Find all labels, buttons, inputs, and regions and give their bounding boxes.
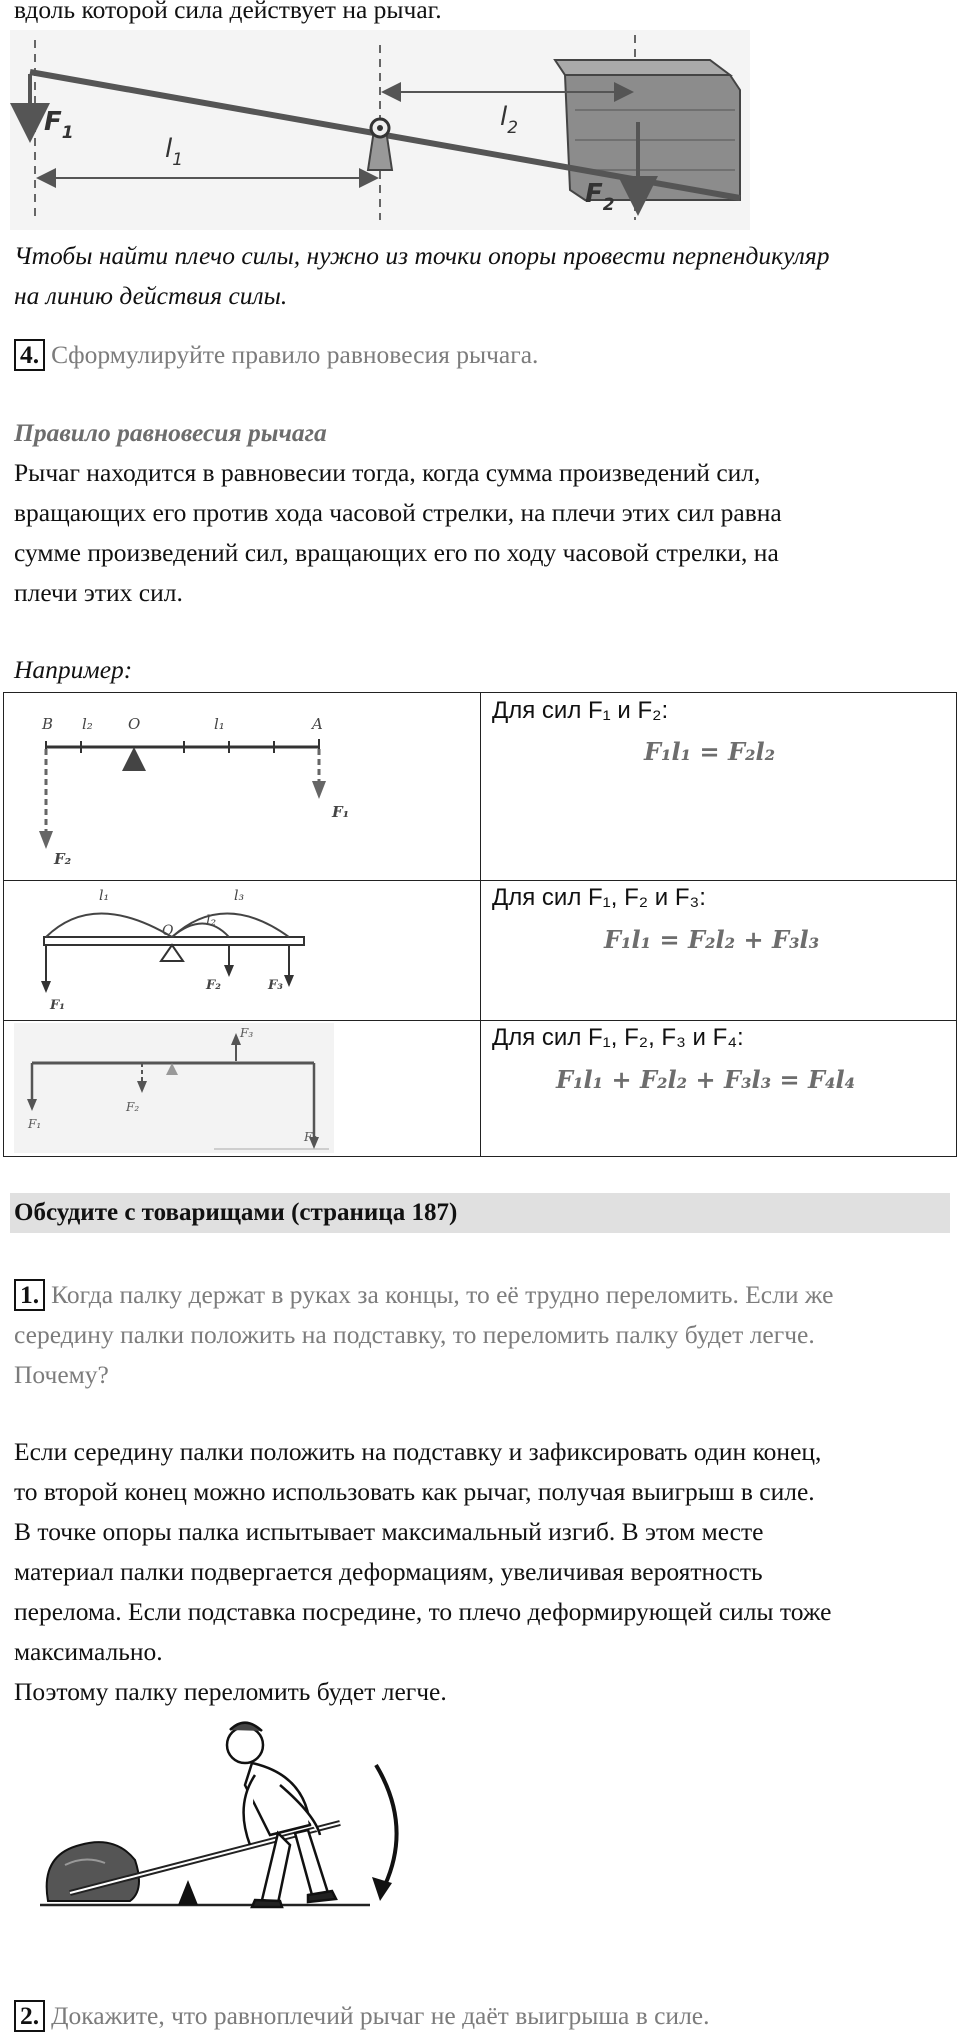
man-lever-illustration [40, 1705, 420, 1915]
row1-title: Для сил F₁ и F₂: [492, 697, 669, 724]
answer-line-3: В точке опоры палка испытывает максимальный изгиб. В этом месте [14, 1517, 764, 1546]
svg-text:F₁: F₁ [50, 998, 65, 1013]
answer-line-6: максимально. [14, 1637, 163, 1666]
question-2 [14, 1996, 710, 2036]
pivot-triangle-icon [161, 945, 183, 961]
svg-text:l₂: l₂ [206, 913, 217, 929]
svg-text:O: O [162, 923, 174, 939]
row1-diagram [24, 699, 374, 874]
question-number: 1. [14, 1279, 45, 1311]
row3-title: Для сил F₁, F₂, F₃ и F₄: [492, 1024, 744, 1051]
answer-line-2: то второй конец можно использовать как рычаг, получая выигрыш в силе. [14, 1477, 815, 1506]
question-text: Когда палку держат в руках за концы, то её трудно переломить. Если же [51, 1280, 834, 1309]
question-1 [14, 1275, 833, 1315]
f1-label: $F_1$ [44, 107, 74, 143]
answer-line-5: перелома. Если подставка посредине, то плечо деформирующей силы тоже [14, 1597, 832, 1626]
man-icon [227, 1723, 336, 1907]
answer-line-4: материал палки подвергается деформациям, увеличивая вероятность [14, 1557, 763, 1586]
f2-label: $F_2$ [585, 179, 615, 215]
row3-formula: F₁l₁ + F₂l₂ + F₃l₃ = F₄l₄ [556, 1065, 856, 1094]
svg-text:B: B [42, 715, 54, 733]
question-number: 4. [14, 339, 45, 371]
pivot-icon [368, 119, 392, 170]
svg-text:F₂: F₂ [206, 978, 221, 993]
svg-text:A: A [312, 715, 323, 733]
top-line: вдоль которой сила действует на рычаг. [14, 0, 442, 24]
section-title: Обсудите с товарищами (страница 187) [14, 1199, 458, 1226]
svg-text:F₃: F₃ [240, 1026, 254, 1040]
question-4 [14, 335, 538, 375]
question-1-line-3: Почему? [14, 1360, 109, 1389]
svg-text:O: O [128, 715, 141, 733]
example-label: Например: [14, 655, 133, 684]
question-text: Сформулируйте правило равновесия рычага. [51, 340, 539, 369]
lever-box-figure [10, 30, 750, 230]
svg-text:F₁: F₁ [28, 1117, 42, 1131]
svg-text:l₁: l₁ [214, 715, 225, 733]
svg-text:F₂: F₂ [126, 1100, 140, 1114]
question-1-line-2: середину палки положить на подставку, то переломить палку будет легче. [14, 1320, 815, 1349]
answer-line-1: Если середину палки положить на подставку и зафиксировать один конец, [14, 1437, 822, 1466]
rule-title: Правило равновесия рычага [14, 418, 327, 447]
row2-formula: F₁l₁ = F₂l₂ + F₃l₃ [604, 925, 820, 954]
svg-text:F₃: F₃ [268, 978, 283, 993]
svg-text:F₄: F₄ [304, 1130, 318, 1144]
row3-diagram [14, 1023, 334, 1153]
question-number: 2. [14, 2000, 45, 2032]
svg-text:l₃: l₃ [234, 888, 245, 904]
hint-line-2: на линию действия силы. [14, 281, 288, 310]
rule-line-3: сумме произведений сил, вращающих его по ходу часовой стрелки, на [14, 538, 779, 567]
l1-label: $l_1$ [165, 134, 184, 170]
row2-diagram [24, 885, 374, 1015]
question-text: Докажите, что равноплечий рычаг не даёт выигрыша в силе. [51, 2001, 710, 2030]
answer-line-7: Поэтому палку переломить будет легче. [14, 1677, 447, 1706]
svg-text:l₂: l₂ [82, 715, 93, 733]
examples-table [3, 692, 957, 1157]
svg-text:F₁: F₁ [332, 803, 350, 821]
row1-formula: F₁l₁ = F₂l₂ [644, 737, 776, 766]
svg-text:l₁: l₁ [99, 888, 110, 904]
l2-label: $l_2$ [500, 102, 519, 138]
hint-line-1: Чтобы найти плечо силы, нужно из точки опоры провести перпендикуляр [14, 241, 830, 270]
pivot-triangle-icon [122, 747, 146, 771]
row2-title: Для сил F₁, F₂ и F₃: [492, 884, 706, 911]
rule-line-1: Рычаг находится в равновесии тогда, когда сумма произведений сил, [14, 458, 761, 487]
rule-line-2: вращающих его против хода часовой стрелки, на плечи этих сил равна [14, 498, 782, 527]
rule-line-4: плечи этих сил. [14, 578, 183, 607]
svg-text:F₂: F₂ [54, 850, 72, 868]
section-header [10, 1193, 950, 1233]
